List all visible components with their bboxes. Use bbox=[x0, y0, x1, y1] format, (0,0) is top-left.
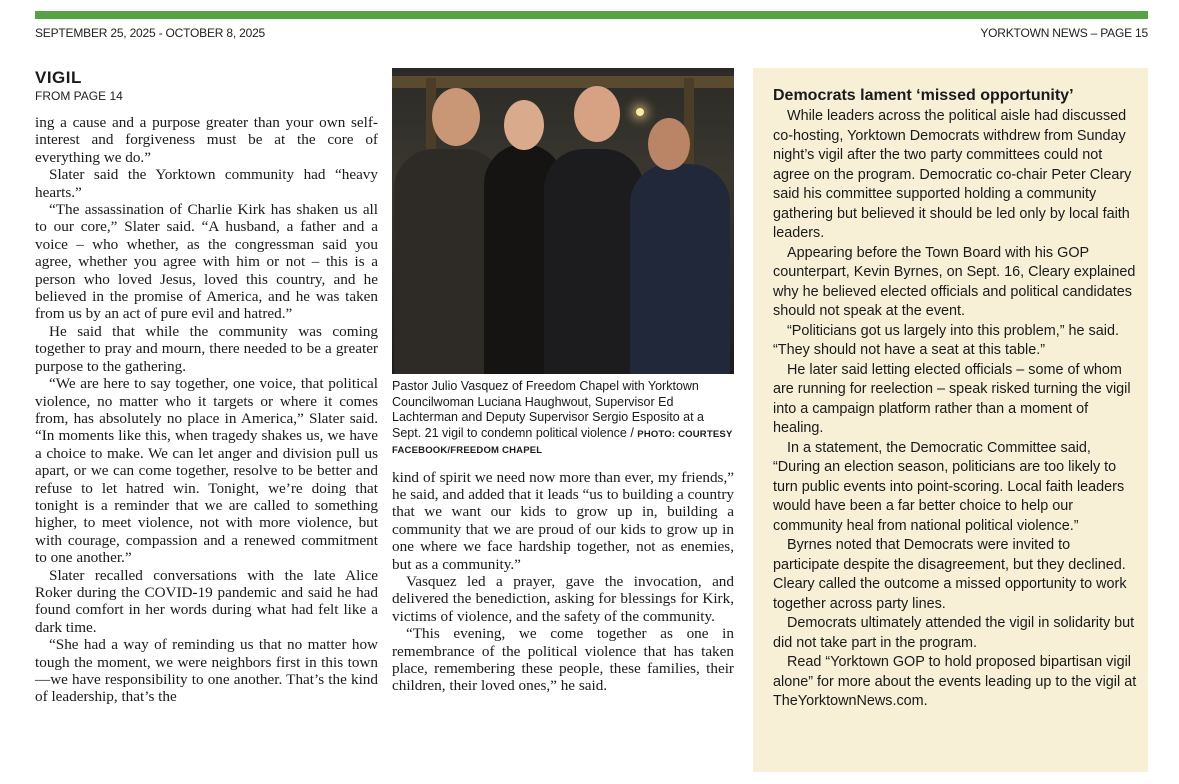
article-paragraph: kind of spirit we need now more than ever, my friends,” he said, and added that it leads “us to building a country that we want our kids to grow up in, building a community that we are proud of our kids to grow up in one where we face hardship together, not as enemies, but as a community.” bbox=[392, 468, 734, 573]
sidebar-box bbox=[753, 68, 1148, 772]
article-paragraph: Slater said the Yorktown community had “heavy hearts.” bbox=[35, 166, 378, 201]
article-paragraph: ing a cause and a purpose greater than your own self-interest and forgiveness must be at the core of everything we do.” bbox=[35, 114, 378, 166]
sidebar-headline: Democrats lament ‘missed opportunity’ bbox=[773, 87, 1074, 104]
person-head bbox=[648, 118, 690, 170]
pergola-beam bbox=[392, 76, 734, 88]
jump-line: FROM PAGE 14 bbox=[35, 89, 123, 103]
person-silhouette bbox=[544, 149, 644, 374]
person-silhouette bbox=[630, 164, 730, 374]
page-folio: YORKTOWN NEWS – PAGE 15 bbox=[980, 26, 1148, 40]
article-paragraph: “We are here to say together, one voice, that political violence, no matter who it targets or where it comes from, has absolutely no place in America,” Slater said. “In moments like this, when tragedy shakes us, we have a choice to make. We can let anger and division pull us apart, or we can come together, resolve to be better and refuse to let hatred win. Tonight, we’re doing that tonight is a reminder that we are called to something higher, to meet violence, not with more violence, but with courage, compassion and a renewed commitment to one another.” bbox=[35, 375, 378, 567]
photo-credit: PHOTO: COURTESY FACEBOOK/FREEDOM CHAPEL bbox=[392, 428, 733, 456]
sidebar-paragraph: “Politicians got us largely into this problem,” he said. “They should not have a seat at this table.” bbox=[773, 322, 1119, 358]
caption-text: Pastor Julio Vasquez of Freedom Chapel with Yorktown Councilwoman Luciana Haughwout, Supervisor Ed Lachterman and Deputy Supervisor Sergio Esposito at a Sept. 21 vigil to condemn political violence / bbox=[392, 379, 704, 440]
sidebar-paragraph: Democrats ultimately attended the vigil in solidarity but did not take part in the program. bbox=[773, 615, 1135, 651]
person-head bbox=[504, 100, 544, 150]
sidebar-paragraph: Read “Yorktown GOP to hold proposed bipartisan vigil alone” for more about the events leading up to the vigil at TheYorktownNews.com. bbox=[773, 654, 1137, 709]
issue-date-range: SEPTEMBER 25, 2025 - OCTOBER 8, 2025 bbox=[35, 26, 266, 40]
article-column-2 bbox=[392, 68, 734, 695]
sidebar-paragraph: In a statement, the Democratic Committee said, “During an election season, politicians are too likely to turn public events into point-scoring. Local faith leaders would have been a far better choice to help our community heal from national political violence.” bbox=[773, 439, 1125, 534]
article-paragraph: “This evening, we come together as one in remembrance of the political violence that has taken place, remembering these people, these families, their children, their loved ones,” he said. bbox=[392, 625, 734, 695]
vigil-photo bbox=[392, 68, 734, 374]
sidebar-paragraph: Byrnes noted that Democrats were invited to participate despite the disagreement, but they declined. Cleary called the outcome a missed opportunity to work together across party lines. bbox=[773, 537, 1127, 612]
person-head bbox=[574, 86, 620, 142]
sidebar-paragraph: While leaders across the political aisle had discussed co-hosting, Yorktown Democrats withdrew from Sunday night’s vigil after the two party committees could not agree on the program. Democratic co-chair Peter Cleary said his committee supported holding a community gathering but believed it should be led only by local faith leaders. bbox=[773, 108, 1132, 241]
article-paragraph: Vasquez led a prayer, gave the invocation, and delivered the benediction, asking for blessings for Kirk, victims of violence, and the safety of the community. bbox=[392, 572, 734, 625]
article-kicker: VIGIL bbox=[35, 68, 82, 87]
article-paragraph: “She had a way of reminding us that no matter how tough the moment, we were neighbors first in this town—we have responsibility to one another. That’s the kind of leadership, that’s the bbox=[35, 636, 378, 706]
sidebar-paragraph: Appearing before the Town Board with his GOP counterpart, Kevin Byrnes, on Sept. 16, Cleary explained why he believed elected officials and political candidates should not speak at the event. bbox=[773, 244, 1136, 319]
sidebar-paragraph: He later said letting elected officials – some of whom are running for reelection – speak risked turning the vigil into a campaign platform rather than a moment of healing. bbox=[773, 361, 1131, 436]
section-color-bar bbox=[35, 11, 1148, 19]
article-paragraph: He said that while the community was coming together to pray and mourn, there needed to be a greater purpose to the gathering. bbox=[35, 322, 378, 375]
string-light bbox=[636, 108, 644, 116]
article-paragraph: Slater recalled conversations with the late Alice Roker during the COVID-19 pandemic and said he had found comfort in her words during what had felt like a dark time. bbox=[35, 566, 378, 636]
person-head bbox=[432, 88, 480, 146]
article-column-1 bbox=[35, 68, 378, 706]
photo-caption bbox=[392, 379, 734, 459]
article-paragraph: “The assassination of Charlie Kirk has shaken us all to our core,” Slater said. “A husband, a father and a voice – who whether, as the congressman said you agree, whether you agree with him or not – this is a person who loved Jesus, loved this country, and he believed in the promise of America, and he was taken from us by an act of pure evil and hatred.” bbox=[35, 201, 378, 323]
